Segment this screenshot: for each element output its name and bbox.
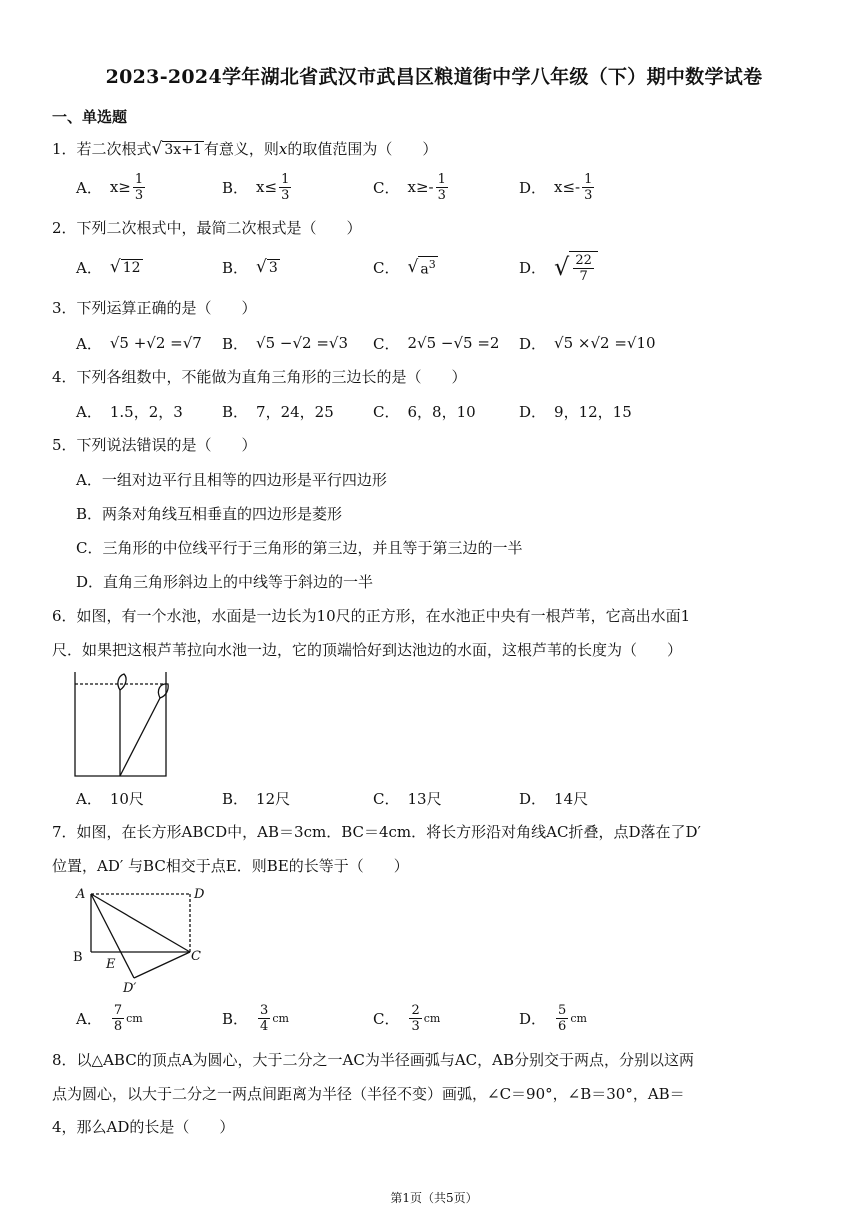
option-label: D． (519, 334, 547, 353)
option-value: 13尺 (407, 789, 442, 808)
q1-pre: 1．若二次根式 (52, 140, 152, 158)
q4-option-b[interactable] (222, 396, 334, 426)
option-label: B． (222, 334, 249, 353)
question-7-line-2: 位置，AD′ 与BC相交于点E．则BE的长等于（ ） (52, 857, 409, 875)
question-2: 2．下列二次根式中，最简二次根式是（ ） (52, 219, 362, 237)
segment-d-prime-c (134, 952, 190, 978)
q5-option-a[interactable]: A．一组对边平行且相等的四边形是平行四边形 (76, 471, 387, 489)
radicand (569, 251, 598, 283)
denominator: 3 (411, 1018, 420, 1034)
q2-option-a[interactable] (76, 252, 143, 282)
radical: √ 12 (109, 257, 141, 277)
option-prefix: x≤ (256, 178, 278, 196)
label-c: C (191, 949, 201, 964)
q1-option-d[interactable] (519, 172, 596, 202)
label-b: B (73, 950, 83, 965)
q3-option-d[interactable] (519, 328, 656, 358)
q6-option-b[interactable] (222, 783, 290, 813)
option-value: 6，8，10 (407, 402, 476, 421)
denominator: 7 (579, 269, 588, 284)
option-label: A． (76, 334, 102, 353)
q7-option-a[interactable] (76, 1003, 143, 1033)
question-8-line-1: 8．以△ABC的顶点A为圆心，大于二分之一AC为半径画弧与AC，AB分别交于两点，分别以这两 (52, 1051, 695, 1069)
pond-reed-figure (72, 670, 172, 780)
option-expression: √5 −√2 =√3 (256, 334, 349, 352)
option-label: D． (519, 1009, 547, 1028)
question-8-line-3: 4，那么AD的长是（ ） (52, 1118, 235, 1136)
q7-option-d[interactable] (519, 1003, 587, 1033)
radicand (418, 256, 437, 278)
fraction (112, 1004, 124, 1033)
option-label: B． (222, 258, 249, 277)
numerator: 7 (113, 1002, 123, 1018)
option-label: D． (519, 789, 547, 808)
option-label: C． (373, 178, 400, 197)
unit: cm (126, 1011, 143, 1025)
q1-option-a[interactable] (76, 172, 147, 202)
option-value: 1.5，2，3 (109, 402, 183, 421)
fraction (556, 1004, 568, 1033)
radicand: 12 (122, 259, 141, 276)
option-prefix: x≥ (109, 178, 131, 196)
option-value: 10尺 (109, 789, 144, 808)
denominator: 6 (558, 1018, 567, 1034)
denominator: 3 (281, 187, 290, 203)
option-label: C． (373, 789, 400, 808)
option-prefix: x≥- (407, 178, 434, 196)
q6-options (76, 783, 776, 813)
option-label: A． (76, 1009, 102, 1028)
option-label: B． (222, 789, 249, 808)
radicand-exponent: 3 (428, 258, 436, 272)
option-label: B． (222, 178, 249, 197)
option-value: 7，24，25 (256, 402, 334, 421)
q6-option-c[interactable] (373, 783, 442, 813)
fraction (279, 173, 291, 202)
fraction (573, 254, 594, 283)
numerator: 1 (281, 171, 290, 187)
question-4: 4．下列各组数中，不能做为直角三角形的三边长的是（ ） (52, 368, 467, 386)
q7-option-c[interactable] (373, 1003, 440, 1033)
section-heading: 一、单选题 (52, 108, 128, 126)
option-label: C． (373, 1009, 400, 1028)
radicand-base: a (420, 261, 429, 278)
option-label: C． (373, 334, 400, 353)
numerator: 1 (437, 171, 446, 187)
q6-option-d[interactable] (519, 783, 588, 813)
question-3: 3．下列运算正确的是（ ） (52, 299, 257, 317)
question-7-line-1: 7．如图，在长方形ABCD中，AB＝3cm．BC＝4cm．将长方形沿对角线AC折叠，点D落在了D′ (52, 823, 701, 841)
q1-var: x (278, 140, 288, 158)
option-label: A． (76, 789, 102, 808)
q4-option-a[interactable] (76, 396, 183, 426)
fraction (436, 173, 448, 202)
q5-option-c[interactable]: C．三角形的中位线平行于三角形的第三边，并且等于第三边的一半 (76, 539, 523, 557)
fraction (409, 1004, 421, 1033)
option-value: 12尺 (256, 789, 291, 808)
option-label: D． (519, 402, 547, 421)
q1-post: 有意义，则 (203, 140, 279, 158)
numerator: 3 (260, 1002, 269, 1018)
numerator: 5 (558, 1002, 567, 1018)
option-value: 14尺 (554, 789, 589, 808)
q1-radicand: 3x+1 (164, 141, 202, 158)
option-label: D． (519, 258, 547, 277)
q1-options (76, 172, 776, 202)
exam-title: 2023-2024学年湖北省武汉市武昌区粮道街中学八年级（下）期中数学试卷 (105, 66, 763, 88)
option-label: C． (373, 258, 400, 277)
numerator: 1 (134, 171, 144, 187)
q2-option-b[interactable] (222, 252, 280, 282)
numerator: 22 (575, 253, 592, 268)
label-d-prime: D′ (123, 981, 137, 996)
q4-option-d[interactable] (519, 396, 632, 426)
option-label: A． (76, 402, 102, 421)
q2-options (76, 252, 776, 282)
option-label: B． (222, 402, 249, 421)
option-expression: √5 ×√2 =√10 (554, 334, 656, 352)
question-5: 5．下列说法错误的是（ ） (52, 436, 257, 454)
option-label: A． (76, 178, 102, 197)
q5-option-b[interactable]: B．两条对角线互相垂直的四边形是菱形 (76, 505, 343, 523)
q4-options (76, 396, 776, 426)
option-prefix: x≤- (554, 178, 581, 196)
unit: cm (423, 1011, 441, 1025)
q1-option-c[interactable] (373, 172, 450, 202)
radical: √ $a^3$ (407, 257, 436, 278)
reed-tilted (120, 698, 160, 776)
radicand: 3 (268, 259, 278, 276)
option-label: C． (373, 402, 400, 421)
numerator: 1 (584, 171, 593, 187)
q5-option-d[interactable]: D．直角三角形斜边上的中线等于斜边的一半 (76, 573, 374, 591)
q3-option-c[interactable] (373, 328, 499, 358)
fraction (258, 1004, 270, 1033)
option-expression: 2√5 −√5 =2 (407, 334, 500, 352)
reed-leaf-upright (118, 674, 126, 690)
q1-option-b[interactable] (222, 172, 293, 202)
option-expression: √5 +√2 =√7 (109, 334, 202, 352)
fraction (133, 173, 145, 202)
q3-options (76, 328, 776, 358)
label-d: D (194, 887, 205, 902)
question-6-line-2: 尺．如果把这根芦苇拉向水池一边，它的顶端恰好到达池边的水面，这根芦苇的长度为（ ） (52, 641, 683, 659)
option-value: 9，12，15 (554, 402, 632, 421)
denominator: 3 (584, 187, 593, 203)
q2-option-c[interactable] (373, 252, 438, 282)
q3-option-a[interactable] (76, 328, 202, 358)
q3-option-b[interactable] (222, 328, 348, 358)
q6-option-a[interactable] (76, 783, 144, 813)
q1-post2: 的取值范围为（ ） (287, 140, 438, 158)
q2-option-d[interactable] (519, 252, 598, 282)
option-label: D． (519, 178, 547, 197)
label-e: E (106, 957, 116, 972)
fraction (582, 173, 594, 202)
question-1 (52, 139, 437, 159)
radical: √ 3 (256, 257, 278, 277)
q7-options (76, 1003, 776, 1033)
page-footer: 第1页（共5页） (390, 1191, 478, 1205)
question-8-line-2: 点为圆心，以大于二分之一两点间距离为半径（半径不变）画弧，∠C＝90°，∠B＝30°，AB＝ (52, 1085, 685, 1103)
option-label: B． (222, 1009, 249, 1028)
unit: cm (272, 1011, 289, 1025)
q1-radical: √ 3x+1 (151, 139, 202, 159)
denominator: 3 (134, 187, 144, 203)
question-6-line-1: 6．如图，有一个水池，水面是一边长为10尺的正方形，在水池正中央有一根芦苇，它高出水面1 (52, 607, 691, 625)
q4-option-c[interactable] (373, 396, 476, 426)
numerator: 2 (411, 1002, 420, 1018)
unit: cm (570, 1011, 587, 1025)
folded-rectangle-figure (68, 882, 218, 1000)
reed-leaf-tilted (158, 684, 168, 698)
q7-option-b[interactable] (222, 1003, 289, 1033)
denominator: 4 (260, 1018, 269, 1034)
option-label: A． (76, 258, 102, 277)
denominator: 3 (437, 187, 446, 203)
label-a: A (76, 887, 86, 902)
denominator: 8 (113, 1018, 123, 1034)
radical: √ $\frac{22}{7}$ (554, 251, 598, 283)
